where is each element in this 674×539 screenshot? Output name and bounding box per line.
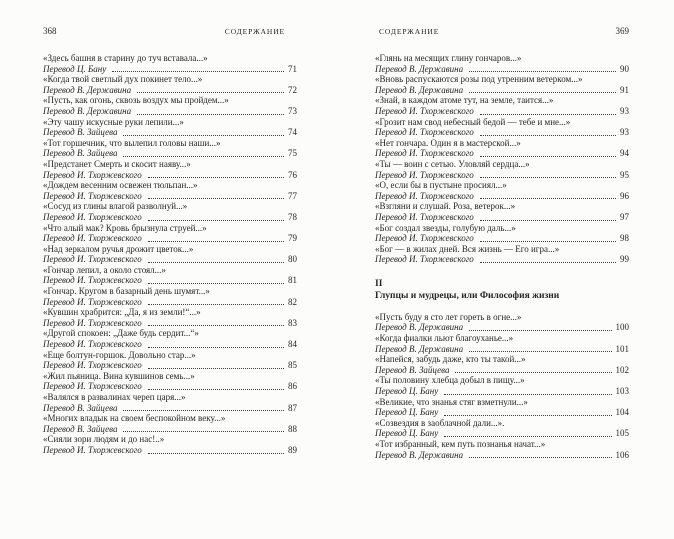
toc-entry-title: «Еще болтун-горшок. Довольно стар...» — [43, 349, 196, 360]
dot-leader — [148, 367, 284, 369]
toc-entry-meta — [43, 339, 297, 350]
toc-entry — [43, 350, 297, 371]
toc-entry-title: «Ты — воин с сетью. Уловляй сердца...» — [375, 158, 530, 169]
dot-leader — [123, 430, 284, 432]
dot-leader — [444, 414, 611, 416]
dot-leader — [148, 303, 284, 305]
toc-entry-translator: Перевод В. Зайцева — [43, 127, 118, 138]
toc-entry-translator: Перевод И. Тхоржевского — [43, 254, 142, 265]
toc-entry-title: «Когда фиалки льют благоуханье...» — [375, 333, 514, 344]
toc-entry-page-number: 82 — [288, 296, 297, 307]
toc-entry-title: «Когда твой светлый дух покинет тело...» — [43, 74, 203, 85]
toc-entry — [43, 159, 297, 180]
dot-leader — [148, 346, 284, 348]
toc-entry — [43, 434, 297, 455]
toc-entry-page-number: 85 — [288, 360, 297, 371]
toc-entry-title: «Глянь на месящих глину гончаров...» — [375, 53, 522, 63]
toc-entry-title: «Эту чашу искусные руки лепили...» — [43, 116, 184, 127]
toc-entry-meta — [43, 254, 297, 265]
toc-entry-page-number: 73 — [288, 105, 297, 116]
toc-entry — [43, 371, 297, 392]
toc-entry-translator: Перевод И. Тхоржевского — [375, 105, 474, 116]
toc-entry — [375, 180, 629, 201]
toc-entry — [43, 223, 297, 244]
toc-entry-page-number: 105 — [615, 428, 629, 439]
toc-entry-page-number: 93 — [620, 105, 629, 116]
toc-entry-title: «Тот избранный, кем путь познанья начат...» — [375, 439, 546, 449]
toc-entry-page-number: 72 — [288, 84, 297, 95]
page-number-right: 369 — [615, 26, 629, 36]
toc-entry-page-number: 84 — [288, 339, 297, 350]
toc-entry-meta — [43, 233, 297, 244]
toc-entry-translator: Перевод Ц. Бану — [43, 63, 107, 74]
dot-leader — [480, 240, 616, 242]
toc-entry — [375, 138, 629, 159]
toc-entry-title: «Бог — в жилах дней. Вся жизнь — Его игра...» — [375, 243, 560, 254]
toc-entry — [43, 413, 297, 434]
toc-entry-meta — [43, 106, 297, 117]
dot-leader — [480, 155, 616, 157]
dot-leader — [444, 435, 611, 437]
toc-entry — [43, 95, 297, 116]
toc-entry — [43, 74, 297, 95]
toc-entry-meta — [375, 344, 629, 355]
toc-entry — [375, 333, 629, 354]
toc-entry-title: «Пусть буду я сто лет гореть в огне...» — [375, 311, 522, 322]
toc-entry-page-number: 79 — [288, 233, 297, 244]
toc-entry-page-number: 94 — [620, 148, 629, 159]
toc-entry-translator: Перевод В. Державина — [375, 343, 464, 354]
toc-entry-page-number: 104 — [615, 407, 629, 418]
toc-entry-translator: Перевод Ц. Бану — [375, 428, 439, 439]
toc-entry — [375, 117, 629, 138]
toc-entry-translator: Перевод В. Державина — [375, 84, 464, 95]
toc-entry-meta — [375, 322, 629, 333]
toc-entry-meta — [375, 254, 629, 265]
dot-leader — [148, 197, 284, 199]
toc-entry — [43, 201, 297, 222]
toc-entry — [43, 392, 297, 413]
toc-entry-title: «Тот горшечник, что вылепил головы наши...» — [43, 137, 221, 148]
dot-leader — [148, 176, 284, 178]
toc-entry-translator: Перевод И. Тхоржевского — [43, 381, 142, 392]
toc-entry-meta — [375, 64, 629, 75]
toc-entry-title: «Пусть, как огонь, сквозь воздух мы пройдем...» — [43, 95, 229, 106]
toc-entry-translator: Перевод В. Зайцева — [43, 402, 118, 413]
toc-entry-translator: Перевод В. Зайцева — [375, 364, 450, 375]
toc-entry-meta — [375, 191, 629, 202]
toc-entry-title: «О, если бы в пустыне просиял...» — [375, 180, 507, 191]
toc-entry — [43, 180, 297, 201]
toc-entry — [375, 354, 629, 375]
toc-entry-page-number: 90 — [620, 63, 629, 74]
toc-entry-meta — [375, 365, 629, 376]
toc-entry-translator: Перевод В. Державина — [43, 84, 132, 95]
toc-entry — [375, 312, 629, 333]
book-page-right — [375, 26, 629, 460]
toc-entry-title: «Многих владык на своем беспокойном веку...» — [43, 413, 226, 424]
dot-leader — [148, 452, 284, 454]
dot-leader — [480, 197, 616, 199]
toc-entry-page-number: 95 — [620, 169, 629, 180]
toc-entry-page-number: 100 — [615, 322, 629, 333]
toc-entry-translator: Перевод И. Тхоржевского — [375, 233, 474, 244]
toc-entry-title: «Предстанет Смерть и скосит наяву...» — [43, 158, 191, 169]
dot-leader — [148, 261, 284, 263]
toc-entry-meta — [43, 212, 297, 223]
toc-column-right-top — [375, 53, 629, 265]
toc-entry-page-number: 75 — [288, 148, 297, 159]
toc-entry-page-number: 88 — [288, 423, 297, 434]
toc-entry-title: «Здесь башня в старину до туч вставала...» — [43, 53, 208, 63]
toc-entry-meta — [375, 106, 629, 117]
dot-leader — [480, 134, 616, 136]
toc-entry-translator: Перевод В. Державина — [43, 105, 132, 116]
toc-entry-page-number: 91 — [620, 84, 629, 95]
toc-entry-title: «Грозит нам свод небесный бедой — тебе и мне...» — [375, 116, 571, 127]
dot-leader — [469, 91, 616, 93]
toc-entry-page-number: 96 — [620, 190, 629, 201]
toc-entry-page-number: 106 — [615, 449, 629, 460]
toc-entry — [375, 74, 629, 95]
toc-entry-meta — [43, 424, 297, 435]
toc-entry-translator: Перевод В. Державина — [375, 63, 464, 74]
toc-entry — [375, 439, 629, 460]
toc-entry-title: «Валялся в развалинах череп царя...» — [43, 392, 186, 402]
toc-entry-meta — [43, 318, 297, 329]
toc-entry-translator: Перевод В. Державина — [375, 322, 464, 333]
toc-entry-translator: Перевод И. Тхоржевского — [43, 275, 142, 286]
toc-entry-meta — [375, 450, 629, 461]
toc-entry-translator: Перевод Ц. Бану — [375, 407, 439, 418]
toc-entry-translator: Перевод И. Тхоржевского — [375, 169, 474, 180]
toc-entry-translator: Перевод И. Тхоржевского — [375, 127, 474, 138]
toc-entry-meta — [43, 148, 297, 159]
toc-entry-meta — [375, 386, 629, 397]
toc-entry-title: «Сосуд из глины влагой разволнуй...» — [43, 201, 188, 212]
toc-entry-translator: Перевод В. Державина — [375, 449, 464, 460]
toc-entry-translator: Перевод И. Тхоржевского — [43, 169, 142, 180]
section-title: Глупцы и мудрецы, или Философия жизни — [375, 290, 560, 301]
toc-entry-title: «Напейся, забудь даже, кто ты такой...» — [375, 354, 526, 365]
toc-entry-page-number: 99 — [620, 254, 629, 265]
toc-entry-page-number: 93 — [620, 127, 629, 138]
dot-leader — [455, 371, 611, 373]
toc-entry-page-number: 101 — [615, 343, 629, 354]
toc-entry-title: «Жил пьяница. Вина кувшинов семь...» — [43, 370, 195, 381]
toc-entry-meta — [375, 148, 629, 159]
toc-entry-meta — [43, 445, 297, 456]
toc-entry — [43, 117, 297, 138]
toc-entry-meta — [375, 85, 629, 96]
dot-leader — [444, 393, 611, 395]
dot-leader — [469, 70, 616, 72]
dot-leader — [123, 155, 284, 157]
dot-leader — [137, 91, 284, 93]
dot-leader — [137, 113, 284, 115]
toc-column-right-bottom — [375, 312, 629, 460]
toc-entry-page-number: 97 — [620, 211, 629, 222]
toc-entry-page-number: 80 — [288, 254, 297, 265]
toc-entry-translator: Перевод И. Тхоржевского — [43, 317, 142, 328]
page-header-left — [43, 26, 297, 37]
toc-entry-title: «Великие, что знанья стяг взметнули...» — [375, 396, 528, 407]
toc-entry-page-number: 87 — [288, 402, 297, 413]
toc-entry-meta — [43, 360, 297, 371]
section-heading — [375, 278, 629, 302]
toc-entry-page-number: 78 — [288, 211, 297, 222]
page-number-left: 368 — [43, 26, 57, 36]
toc-entry-page-number: 103 — [615, 386, 629, 397]
book-page-left — [43, 26, 297, 456]
toc-entry-translator: Перевод И. Тхоржевского — [375, 148, 474, 159]
toc-entry-meta — [43, 297, 297, 308]
toc-entry-meta — [43, 170, 297, 181]
toc-entry-title: «Дождем весенним освежен тюльпан...» — [43, 180, 198, 191]
page-header-right — [375, 26, 629, 37]
toc-entry — [43, 286, 297, 307]
toc-entry-translator: Перевод И. Тхоржевского — [43, 360, 142, 371]
dot-leader — [469, 456, 611, 458]
toc-column-left — [43, 53, 297, 456]
toc-entry-translator: Перевод И. Тхоржевского — [43, 444, 142, 455]
toc-entry-translator: Перевод И. Тхоржевского — [375, 211, 474, 222]
toc-entry-title: «Ты половину хлебца добыл в пищу...» — [375, 375, 525, 386]
toc-entry-translator: Перевод И. Тхоржевского — [43, 339, 142, 350]
toc-entry — [43, 53, 297, 74]
toc-entry-translator: Перевод В. Зайцева — [43, 423, 118, 434]
toc-entry-title: «Над зеркалом ручья дрожит цветок...» — [43, 243, 194, 254]
toc-entry-title: «Знай, в каждом атоме тут, на земле, таится...» — [375, 95, 554, 106]
dot-leader — [123, 409, 284, 411]
toc-entry-title: «Бог создал звезды, голубую даль...» — [375, 222, 516, 233]
toc-entry-meta — [43, 127, 297, 138]
toc-entry-meta — [43, 64, 297, 75]
toc-entry-meta — [375, 407, 629, 418]
toc-entry-title: «Сияли зори людям и до нас!..» — [43, 434, 165, 445]
toc-entry-title: «Что алый мак? Кровь брызнула струей...» — [43, 222, 207, 233]
toc-entry — [375, 223, 629, 244]
toc-entry — [375, 95, 629, 116]
toc-entry-title: «Другой спокоен: „Даже будь сердит...“» — [43, 328, 199, 339]
toc-entry-translator: Перевод В. Зайцева — [43, 148, 118, 159]
toc-entry-page-number: 81 — [288, 275, 297, 286]
dot-leader — [480, 261, 616, 263]
toc-entry-meta — [43, 381, 297, 392]
toc-entry-translator: Перевод И. Тхоржевского — [43, 233, 142, 244]
toc-entry-translator: Перевод Ц. Бану — [375, 386, 439, 397]
toc-entry-translator: Перевод И. Тхоржевского — [375, 254, 474, 265]
toc-entry-title: «Нет гончара. Один я в мастерской...» — [375, 137, 521, 148]
toc-entry-title: «Кувшин храбрится: „Да, я из земли!“...» — [43, 307, 201, 318]
dot-leader — [148, 282, 284, 284]
running-head-right: СОДЕРЖАНИЕ — [379, 27, 440, 36]
toc-entry-title: «Гончар. Кругом в базарный день шумят...» — [43, 286, 210, 297]
dot-leader — [123, 134, 284, 136]
toc-entry-page-number: 74 — [288, 127, 297, 138]
toc-entry-translator: Перевод И. Тхоржевского — [375, 190, 474, 201]
toc-entry — [375, 418, 629, 439]
toc-entry-meta — [375, 428, 629, 439]
dot-leader — [480, 176, 616, 178]
dot-leader — [469, 350, 611, 352]
toc-entry-title: «Гончар лепил, а около стоял...» — [43, 264, 166, 275]
toc-entry-translator: Перевод И. Тхоржевского — [43, 190, 142, 201]
toc-entry-meta — [375, 127, 629, 138]
toc-entry-page-number: 83 — [288, 317, 297, 328]
toc-entry-meta — [43, 85, 297, 96]
running-head-left: СОДЕРЖАНИЕ — [224, 27, 285, 36]
dot-leader — [148, 240, 284, 242]
toc-entry-page-number: 89 — [288, 444, 297, 455]
dot-leader — [469, 329, 611, 331]
toc-entry — [375, 201, 629, 222]
toc-entry — [375, 375, 629, 396]
toc-entry — [375, 244, 629, 265]
toc-entry-meta — [43, 403, 297, 414]
dot-leader — [148, 324, 284, 326]
toc-entry — [375, 397, 629, 418]
toc-entry — [43, 307, 297, 328]
toc-entry-meta — [375, 170, 629, 181]
toc-entry-title: «Взгляни и слушай. Роза, ветерок...» — [375, 201, 516, 212]
dot-leader — [112, 70, 284, 72]
toc-entry — [43, 265, 297, 286]
toc-entry-title: «Созвездия в заоблачной дали...». — [375, 417, 505, 428]
toc-entry-translator: Перевод И. Тхоржевского — [43, 296, 142, 307]
dot-leader — [148, 388, 284, 390]
toc-entry-translator: Перевод И. Тхоржевского — [43, 211, 142, 222]
toc-entry-page-number: 71 — [288, 63, 297, 74]
toc-entry-page-number: 102 — [615, 364, 629, 375]
section-number: II — [375, 278, 383, 289]
toc-entry — [43, 138, 297, 159]
toc-entry-meta — [43, 275, 297, 286]
toc-entry — [375, 53, 629, 74]
toc-entry — [43, 328, 297, 349]
toc-entry-page-number: 77 — [288, 190, 297, 201]
toc-entry-meta — [43, 191, 297, 202]
dot-leader — [480, 113, 616, 115]
toc-entry-title: «Вновь распускаются розы под утренним ветерком...» — [375, 74, 583, 85]
toc-entry-meta — [375, 233, 629, 244]
toc-entry — [43, 244, 297, 265]
dot-leader — [148, 219, 284, 221]
toc-entry-page-number: 86 — [288, 381, 297, 392]
toc-entry-page-number: 76 — [288, 169, 297, 180]
toc-entry — [375, 159, 629, 180]
toc-entry-meta — [375, 212, 629, 223]
toc-entry-page-number: 98 — [620, 233, 629, 244]
dot-leader — [480, 219, 616, 221]
